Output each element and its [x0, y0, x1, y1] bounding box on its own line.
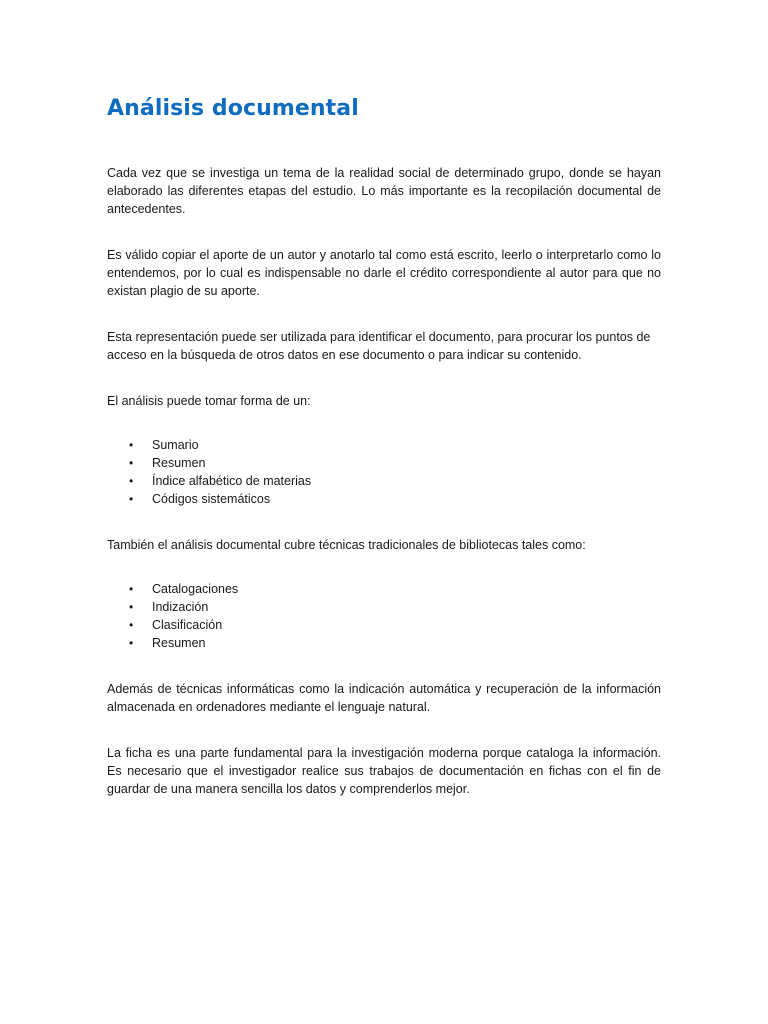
- list-item: [107, 598, 661, 616]
- bullet-icon: •: [129, 456, 134, 470]
- forms-list: [107, 436, 661, 508]
- techniques-list: [107, 580, 661, 652]
- list-item-label: Códigos sistemáticos: [152, 492, 271, 506]
- list-item: [107, 436, 661, 454]
- list-item-label: Índice alfabético de materias: [152, 474, 312, 488]
- bullet-icon: •: [129, 618, 134, 632]
- bullet-icon: •: [129, 474, 134, 488]
- list-item-label: Resumen: [152, 636, 206, 650]
- page-title: Análisis documental: [107, 96, 359, 121]
- list-item: [107, 634, 661, 652]
- paragraph-informatics: Además de técnicas informáticas como la indicación automática y recuperación de la información almacenada en ordenadores mediante el lenguaje natural.: [107, 682, 661, 714]
- bullet-icon: •: [129, 582, 134, 596]
- list-item: [107, 616, 661, 634]
- list-item: [107, 490, 661, 508]
- list-item-label: Sumario: [152, 438, 199, 452]
- list-item-label: Resumen: [152, 456, 206, 470]
- bullet-icon: •: [129, 492, 134, 506]
- paragraph-techniques-intro: También el análisis documental cubre técnicas tradicionales de bibliotecas tales como:: [107, 538, 586, 552]
- paragraph-ficha: La ficha es una parte fundamental para la investigación moderna porque cataloga la información. Es necesario que el investigador realice sus trabajos de documentación en fichas con el fin de guardar de una manera sencilla los datos y comprenderlos mejor.: [107, 746, 661, 796]
- paragraph-citation: Es válido copiar el aporte de un autor y anotarlo tal como está escrito, leerlo o interpretarlo como lo entendemos, por lo cual es indispensable no darle el crédito correspondiente al autor para que no existan plagio de su aporte.: [107, 248, 661, 298]
- bullet-icon: •: [129, 600, 134, 614]
- list-item-label: Indización: [152, 600, 209, 614]
- list-item: [107, 472, 661, 490]
- list-item-label: Clasificación: [152, 618, 223, 632]
- document-page: [107, 94, 661, 826]
- paragraph-intro: Cada vez que se investiga un tema de la realidad social de determinado grupo, donde se hayan elaborado las diferentes etapas del estudio. Lo más importante es la recopilación documental de antecedentes.: [107, 166, 661, 216]
- bullet-icon: •: [129, 438, 134, 452]
- list-item-label: Catalogaciones: [152, 582, 239, 596]
- bullet-icon: •: [129, 636, 134, 650]
- paragraph-forms-intro: El análisis puede tomar forma de un:: [107, 394, 311, 408]
- paragraph-representation: Esta representación puede ser utilizada para identificar el documento, para procurar los puntos de acceso en la búsqueda de otros datos en ese documento o para indicar su contenido.: [107, 330, 651, 362]
- list-item: [107, 580, 661, 598]
- list-item: [107, 454, 661, 472]
